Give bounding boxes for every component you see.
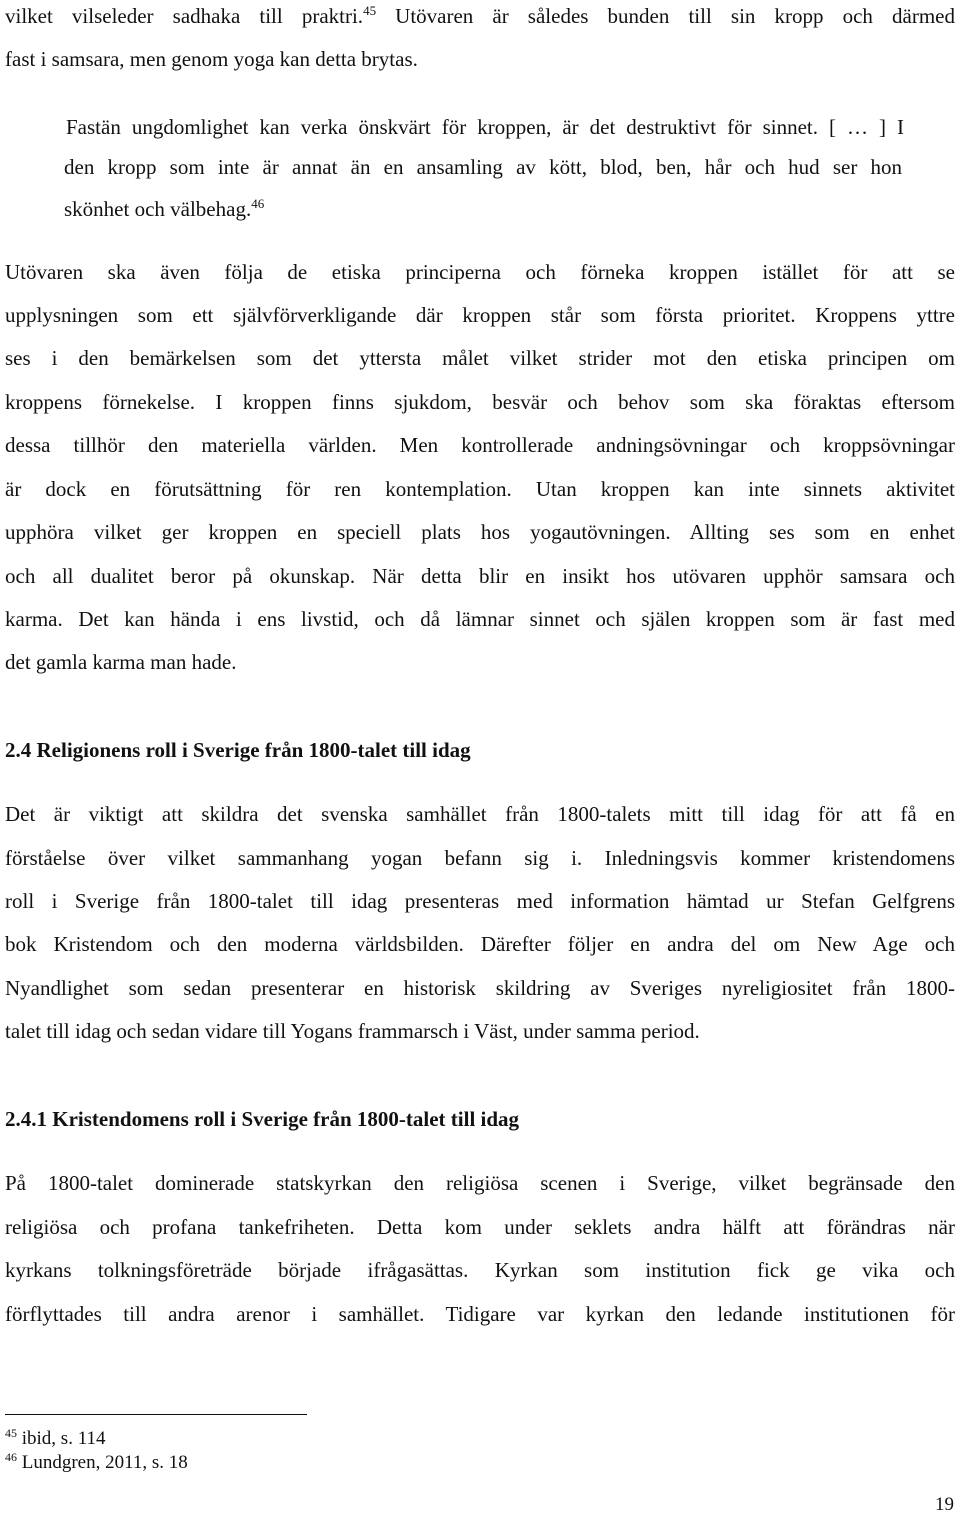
body-line: roll i Sverige från 1800-talet till idag presenteras med information hämtad ur Stefan Gelfgrens (5, 889, 955, 913)
footnote-ref[interactable]: 45 (363, 3, 377, 18)
body-line: ses i den bemärkelsen som det yttersta målet vilket strider mot den etiska principen om (5, 346, 955, 370)
footnote: $^{45}$ ibid, s. 114 (5, 1426, 106, 1449)
page-number: 19 (935, 1494, 954, 1515)
body-line: kyrkans tolkningsföreträde började ifrågasättas. Kyrkan som institution fick ge vika och (5, 1258, 955, 1282)
footnote-ref[interactable]: 46 (251, 196, 265, 211)
body-line: det gamla karma man hade. (5, 650, 237, 674)
footnote-number: 46 (5, 1450, 17, 1464)
footnote-divider (5, 1414, 307, 1415)
body-line: karma. Det kan hända i ens livstid, och då lämnar sinnet och själen kroppen som är fast med (5, 607, 955, 631)
body-line: talet till idag och sedan vidare till Yogans frammarsch i Väst, under samma period. (5, 1019, 700, 1043)
body-line: upphöra vilket ger kroppen en speciell plats hos yogautövningen. Allting ses som en enhet (5, 520, 955, 544)
footnote: $^{46}$ Lundgren, 2011, s. 18 (5, 1450, 188, 1473)
body-line: dessa tillhör den materiella världen. Men kontrollerade andningsövningar och kroppsövningar (5, 433, 955, 457)
body-line: och all dualitet beror på okunskap. När detta blir en insikt hos utövaren upphör samsara och (5, 564, 955, 588)
body-line: vilket vilseleder sadhaka till praktri.$^{45}$ Utövaren är således bunden till sin kropp och därmed (5, 3, 955, 28)
body-line: förflyttades till andra arenor i samhället. Tidigare var kyrkan den ledande institutionen för (5, 1302, 955, 1326)
body-line: Nyandlighet som sedan presenterar en historisk skildring av Sveriges nyreligiositet från 1800- (5, 976, 955, 1000)
body-line: kroppens förnekelse. I kroppen finns sjukdom, besvär och behov som ska föraktas eftersom (5, 390, 955, 414)
section-heading: 2.4 Religionens roll i Sverige från 1800-talet till idag (5, 738, 471, 762)
body-line: På 1800-talet dominerade statskyrkan den religiösa scenen i Sverige, vilket begränsade den (5, 1171, 955, 1195)
body-line: upplysningen som ett självförverkligande där kroppen står som första prioritet. Kroppens yttre (5, 303, 955, 327)
footnote-number: 45 (5, 1426, 17, 1440)
quote-line: skönhet och välbehag.$^{46}$ (64, 196, 265, 221)
quote-line: Fastän ungdomlighet kan verka önskvärt för kroppen, är det destruktivt för sinnet. [ … ] I (66, 115, 904, 139)
body-line: Utövaren ska även följa de etiska principerna och förneka kroppen istället för att se (5, 260, 955, 284)
body-line: är dock en förutsättning för ren kontemplation. Utan kroppen kan inte sinnets aktivitet (5, 477, 955, 501)
body-line: Det är viktigt att skildra det svenska samhället från 1800-talets mitt till idag för att få en (5, 802, 955, 826)
body-line: förståelse över vilket sammanhang yogan befann sig i. Inledningsvis kommer kristendomens (5, 846, 955, 870)
body-line: fast i samsara, men genom yoga kan detta brytas. (5, 47, 418, 71)
quote-line: den kropp som inte är annat än en ansamling av kött, blod, ben, hår och hud ser hon (64, 155, 902, 179)
subsection-heading: 2.4.1 Kristendomens roll i Sverige från 1800-talet till idag (5, 1107, 520, 1131)
body-line: bok Kristendom och den moderna världsbilden. Därefter följer en andra del om New Age och (5, 932, 955, 956)
body-line: religiösa och profana tankefriheten. Detta kom under seklets andra hälft att förändras när (5, 1215, 955, 1239)
